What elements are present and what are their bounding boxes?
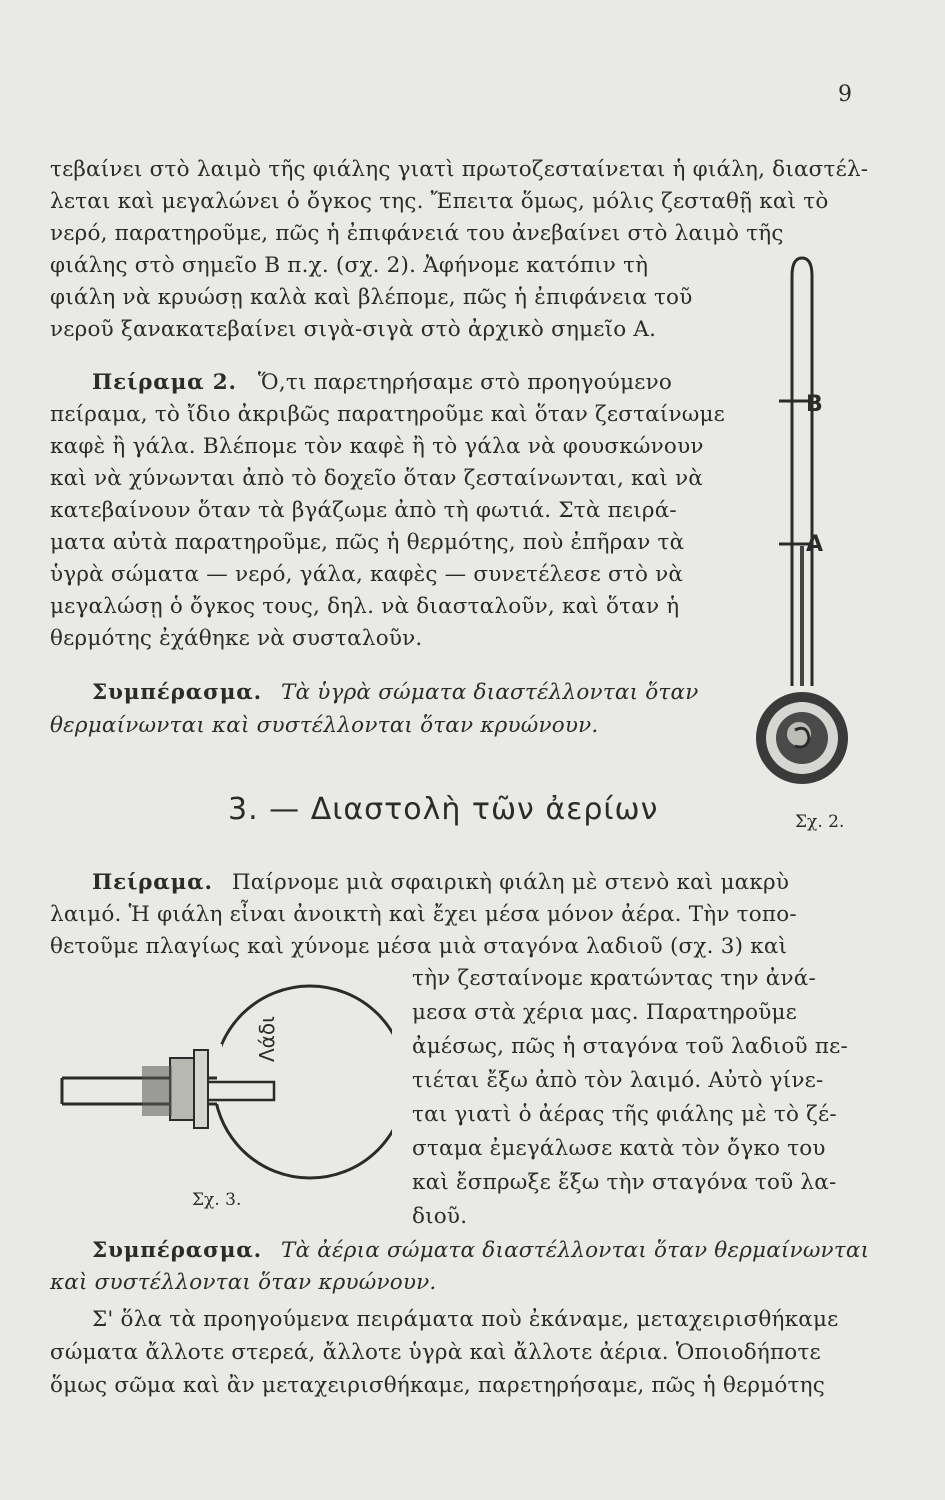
conclusion-1-line: θερμαίνωνται καὶ συστέλλονται ὅταν κρυώνουν.: [50, 713, 599, 738]
conclusion-2-line: καὶ συστέλλονται ὅταν κρυώνουν.: [50, 1270, 437, 1295]
experiment-3-narrow-line: διοῦ.: [412, 1204, 468, 1229]
experiment-2-line: μεγαλώσῃ ὁ ὄγκος τους, δηλ. νὰ διασταλοῦν, καὶ ὅταν ἡ: [50, 594, 680, 619]
experiment-2-line: καὶ νὰ χύνωνται ἀπὸ τὸ δοχεῖο ὅταν ζεσταίνωνται, καὶ νὰ: [50, 466, 704, 491]
paragraph-1-line: τεβαίνει στὸ λαιμὸ τῆς φιάλης γιατὶ πρωτοζεσταίνεται ἡ φιάλη, διαστέλ-: [50, 157, 869, 182]
experiment-2-first-line-text: Ὅ,τι παρετηρήσαμε στὸ προηγούμενο: [257, 370, 673, 395]
paragraph-1-line: φιάλης στὸ σημεῖο Β π.χ. (σχ. 2). Ἀφήνομε κατόπιν τὴ: [50, 253, 649, 278]
experiment-3-narrow-line: καὶ ἔσπρωξε ἔξω τὴν σταγόνα τοῦ λα-: [412, 1170, 837, 1195]
figure-2-label-a: A: [806, 532, 824, 557]
paragraph-1-line: νεροῦ ξανακατεβαίνει σιγὰ-σιγὰ στὸ ἀρχικὸ σημεῖο Α.: [50, 317, 657, 342]
experiment-3-narrow-line: σταμα ἐμεγάλωσε κατὰ τὸν ὄγκο του: [412, 1136, 826, 1161]
flask-collar-rim: [194, 1050, 208, 1128]
experiment-3-narrow-line: τὴν ζεσταίνομε κρατώντας την ἀνά-: [412, 966, 816, 991]
experiment-2-line: κατεβαίνουν ὅταν τὰ βγάζωμε ἀπὸ τὴ φωτιά. Στὰ πειρά-: [50, 498, 677, 523]
experiment-2-line: θερμότης ἐχάθηκε νὰ συσταλοῦν.: [50, 626, 423, 651]
experiment-3-line: λαιμό. Ἡ φιάλη εἶναι ἀνοικτὴ καὶ ἔχει μέσα μόνον ἀέρα. Τὴν τοπο-: [50, 902, 797, 927]
experiment-3-narrow-line: ται γιατὶ ὁ ἀέρας τῆς φιάλης μὲ τὸ ζέ-: [412, 1102, 837, 1127]
figure-2-flask: [735, 256, 855, 796]
conclusion-2-heading: Συμπέρασμα.: [92, 1238, 262, 1263]
oil-drop: [142, 1066, 172, 1116]
figure-3-label: Λάδι: [255, 1016, 279, 1062]
conclusion-1-first-line: [92, 680, 699, 705]
paragraph-1-line: φιάλη νὰ κρυώσῃ καλὰ καὶ βλέπομε, πῶς ἡ ἐπιφάνεια τοῦ: [50, 285, 693, 310]
figure-3-flask: [52, 982, 392, 1182]
page-number: 9: [838, 82, 852, 107]
section-title: 3. — Διαστολὴ τῶν ἀερίων: [228, 792, 659, 827]
closing-line: Σ' ὅλα τὰ προηγούμενα πειράματα ποὺ ἐκάναμε, μεταχειρισθήκαμε: [92, 1307, 839, 1332]
closing-line: ὅμως σῶμα καὶ ἂν μεταχειρισθήκαμε, παρετηρήσαμε, πῶς ἡ θερμότης: [50, 1373, 825, 1398]
paragraph-1-line: νερό, παρατηροῦμε, πῶς ἡ ἐπιφάνειά του ἀνεβαίνει στὸ λαιμὸ τῆς: [50, 221, 784, 246]
closing-line: σώματα ἄλλοτε στερεά, ἄλλοτε ὑγρὰ καὶ ἄλλοτε ἀέρια. Ὁποιοδήποτε: [50, 1340, 821, 1365]
paragraph-1-line: λεται καὶ μεγαλώνει ὁ ὄγκος της. Ἔπειτα ὅμως, μόλις ζεσταθῇ καὶ τὸ: [50, 189, 829, 214]
experiment-3-line: θετοῦμε πλαγίως καὶ χύνομε μέσα μιὰ σταγόνα λαδιοῦ (σχ. 3) καὶ: [50, 934, 788, 959]
conclusion-1-text: Τὰ ὑγρὰ σώματα διαστέλλονται ὅταν: [280, 680, 699, 705]
conclusion-2-first-line: [92, 1238, 869, 1263]
conclusion-1-heading: Συμπέρασμα.: [92, 680, 262, 705]
experiment-2-heading: Πείραμα 2.: [92, 370, 237, 395]
experiment-3-narrow-line: τιέται ἔξω ἀπὸ τὸν λαιμό. Αὐτὸ γίνε-: [412, 1068, 824, 1093]
experiment-3-first-line: [92, 870, 789, 895]
experiment-3-first-line-text: Παίρνομε μιὰ σφαιρικὴ φιάλη μὲ στενὸ καὶ μακρὺ: [231, 870, 790, 895]
figure-2-caption: Σχ. 2.: [795, 812, 845, 832]
experiment-2-first-line: [92, 370, 672, 395]
conclusion-2-text: Τὰ ἀέρια σώματα διαστέλλονται ὅταν θερμαίνωνται: [280, 1238, 870, 1263]
figure-2-label-b: B: [806, 392, 823, 417]
experiment-3-narrow-line: μεσα στὰ χέρια μας. Παρατηροῦμε: [412, 1000, 798, 1025]
experiment-2-line: καφὲ ἢ γάλα. Βλέπομε τὸν καφὲ ἢ τὸ γάλα νὰ φουσκώνουν: [50, 434, 704, 459]
experiment-2-line: ὑγρὰ σώματα — νερό, γάλα, καφὲς — συνετέλεσε στὸ νὰ: [50, 562, 684, 587]
experiment-2-line: ματα αὐτὰ παρατηροῦμε, πῶς ἡ θερμότης, ποὺ ἐπῆραν τὰ: [50, 530, 685, 555]
figure-3-caption: Σχ. 3.: [192, 1190, 242, 1210]
experiment-2-line: πείραμα, τὸ ἴδιο ἀκριβῶς παρατηροῦμε καὶ ὅταν ζεσταίνωμε: [50, 402, 726, 427]
experiment-3-heading: Πείραμα.: [92, 870, 213, 895]
experiment-3-narrow-line: ἀμέσως, πῶς ἡ σταγόνα τοῦ λαδιοῦ πε-: [412, 1034, 848, 1059]
